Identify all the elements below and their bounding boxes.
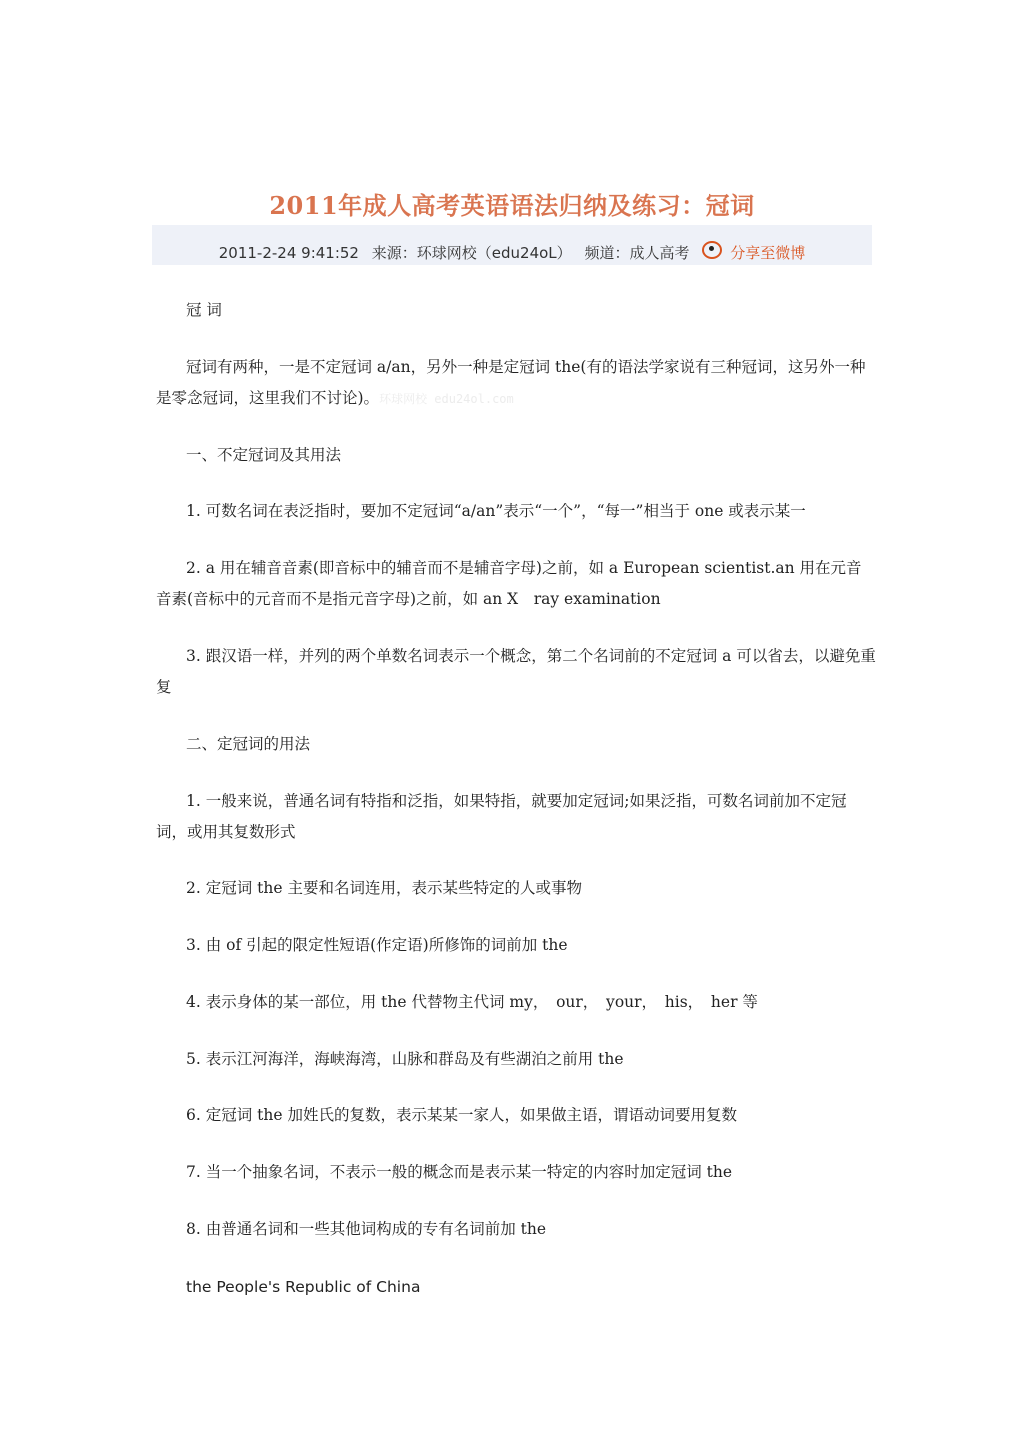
section-heading-indefinite: 一、不定冠词及其用法 [186, 446, 342, 464]
indefinite-item-2: 2. a 用在辅音音素(即音标中的辅音而不是辅音字母)之前，如 a European scientist.an 用在元音音素(音标中的元音而不是指元音字母)之前，如 an X ray examination [156, 559, 862, 608]
article-title [0, 186, 1024, 221]
intro-text: 冠词有两种，一是不定冠词 a/an，另外一种是定冠词 the(有的语法学家说有三种冠词，这另外一种是零念冠词，这里我们不讨论)。 [156, 358, 866, 407]
definite-item-7: 7. 当一个抽象名词，不表示一般的概念而是表示某一特定的内容时加定冠词 the [186, 1163, 733, 1181]
definite-item-8: 8. 由普通名词和一些其他词构成的专有名词前加 the [186, 1220, 547, 1238]
channel-label: 频道：成人高考 [584, 244, 690, 262]
definite-item-3: 3. 由 of 引起的限定性短语(作定语)所修饰的词前加 the [186, 936, 568, 954]
source-label: 来源：环球网校（edu24oL） [371, 244, 572, 262]
definite-item-4: 4. 表示身体的某一部位，用 the 代替物主代词 my， our， your， his， her 等 [186, 993, 758, 1011]
example-proper-noun: the People's Republic of China [186, 1278, 421, 1296]
share-weibo-label: 分享至微博 [730, 244, 806, 262]
title-text: 年成人高考英语语法归纳及练习：冠词 [338, 191, 755, 221]
definite-item-2: 2. 定冠词 the 主要和名词连用，表示某些特定的人或事物 [186, 879, 582, 897]
definite-item-6: 6. 定冠词 the 加姓氏的复数，表示某某一家人，如果做主语，谓语动词要用复数 [186, 1106, 737, 1124]
section-heading-definite: 二、定冠词的用法 [186, 735, 311, 753]
heading-articles: 冠 词 [186, 301, 222, 319]
watermark-text: 环球网校 edu24ol.com [379, 392, 514, 406]
intro-paragraph [156, 352, 876, 415]
indefinite-item-3: 3. 跟汉语一样，并列的两个单数名词表示一个概念，第二个名词前的不定冠词 a 可以省去，以避免重复 [156, 647, 876, 696]
title-year: 2011 [269, 191, 339, 221]
definite-item-5: 5. 表示江河海洋，海峡海湾，山脉和群岛及有些湖泊之前用 the [186, 1050, 624, 1068]
definite-item-1: 1. 一般来说，普通名词有特指和泛指，如果特指，就要加定冠词;如果泛指，可数名词前加不定冠词，或用其复数形式 [156, 792, 847, 841]
weibo-icon [702, 241, 722, 259]
article-meta-bar [152, 225, 872, 265]
indefinite-item-1: 1. 可数名词在表泛指时，要加不定冠词“a/an”表示“一个”，“每一”相当于 one 或表示某一 [186, 502, 806, 520]
share-weibo-link[interactable] [698, 225, 809, 281]
publish-datetime: 2011-2-24 9:41:52 [218, 244, 359, 262]
